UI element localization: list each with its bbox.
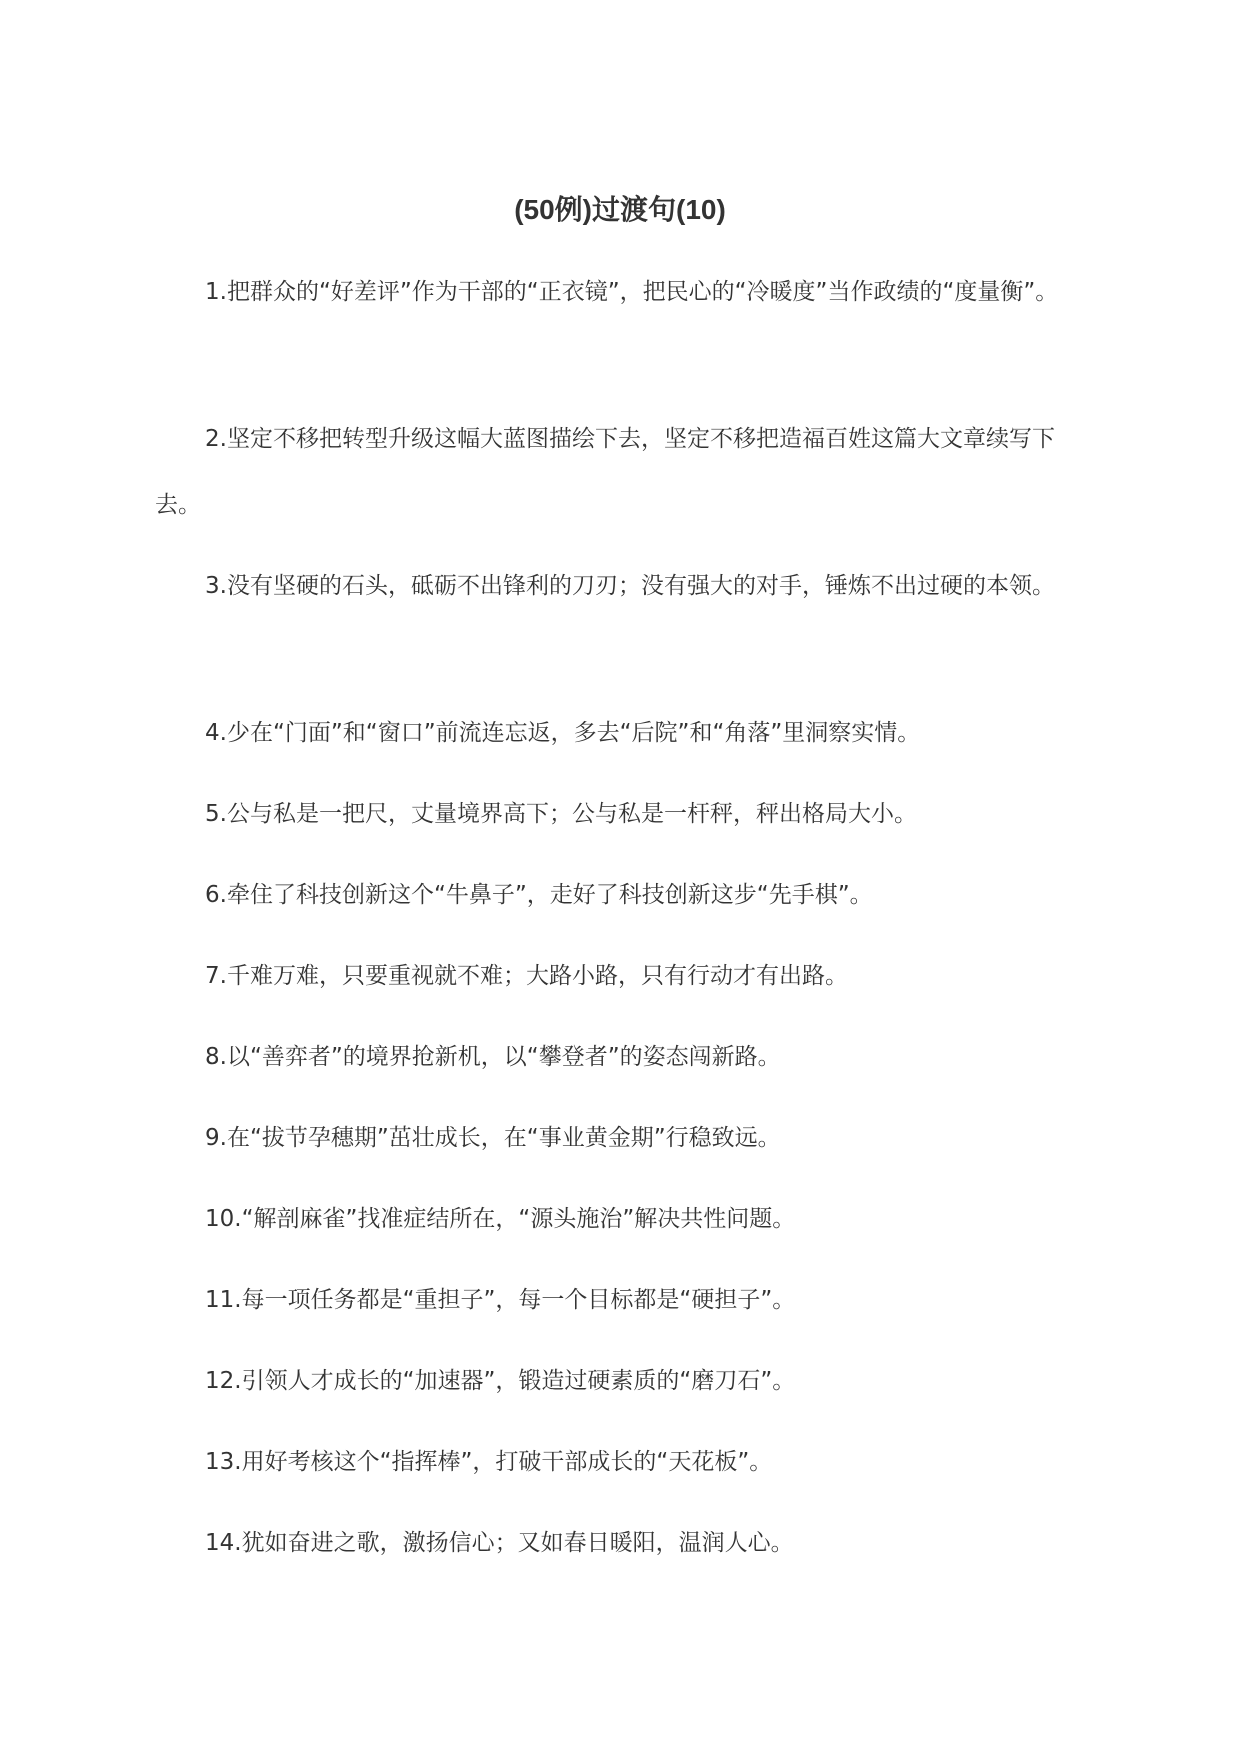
list-item: 5.公与私是一把尺，丈量境界高下；公与私是一杆秤，秤出格局大小。 bbox=[205, 801, 917, 827]
list-item: 6.牵住了科技创新这个“牛鼻子”，走好了科技创新这步“先手棋”。 bbox=[205, 882, 873, 908]
list-item: 4.少在“门面”和“窗口”前流连忘返，多去“后院”和“角落”里洞察实情。 bbox=[205, 720, 921, 746]
list-item: 11.每一项任务都是“重担子”，每一个目标都是“硬担子”。 bbox=[205, 1287, 796, 1313]
list-item: 8.以“善弈者”的境界抢新机，以“攀登者”的姿态闯新路。 bbox=[205, 1044, 781, 1070]
list-item: 10.“解剖麻雀”找准症结所在，“源头施治”解决共性问题。 bbox=[205, 1206, 796, 1232]
list-item: 12.引领人才成长的“加速器”，锻造过硬素质的“磨刀石”。 bbox=[205, 1368, 796, 1394]
list-item: 14.犹如奋进之歌，激扬信心；又如春日暖阳，温润人心。 bbox=[205, 1530, 794, 1556]
list-item: 9.在“拔节孕穗期”茁壮成长，在“事业黄金期”行稳致远。 bbox=[205, 1125, 781, 1151]
list-item: 2.坚定不移把转型升级这幅大蓝图描绘下去，坚定不移把造福百姓这篇大文章续写下去。 bbox=[155, 426, 1055, 518]
list-item: 3.没有坚硬的石头，砥砺不出锋利的刀刃；没有强大的对手，锤炼不出过硬的本领。 bbox=[205, 573, 1055, 599]
list-item: 1.把群众的“好差评”作为干部的“正衣镜”，把民心的“冷暖度”当作政绩的“度量衡”。 bbox=[205, 279, 1059, 305]
list-item: 13.用好考核这个“指挥棒”，打破干部成长的“天花板”。 bbox=[205, 1449, 773, 1475]
list-item: 7.千难万难，只要重视就不难；大路小路，只有行动才有出路。 bbox=[205, 963, 848, 989]
document-title: (50例)过渡句(10) bbox=[514, 194, 726, 225]
